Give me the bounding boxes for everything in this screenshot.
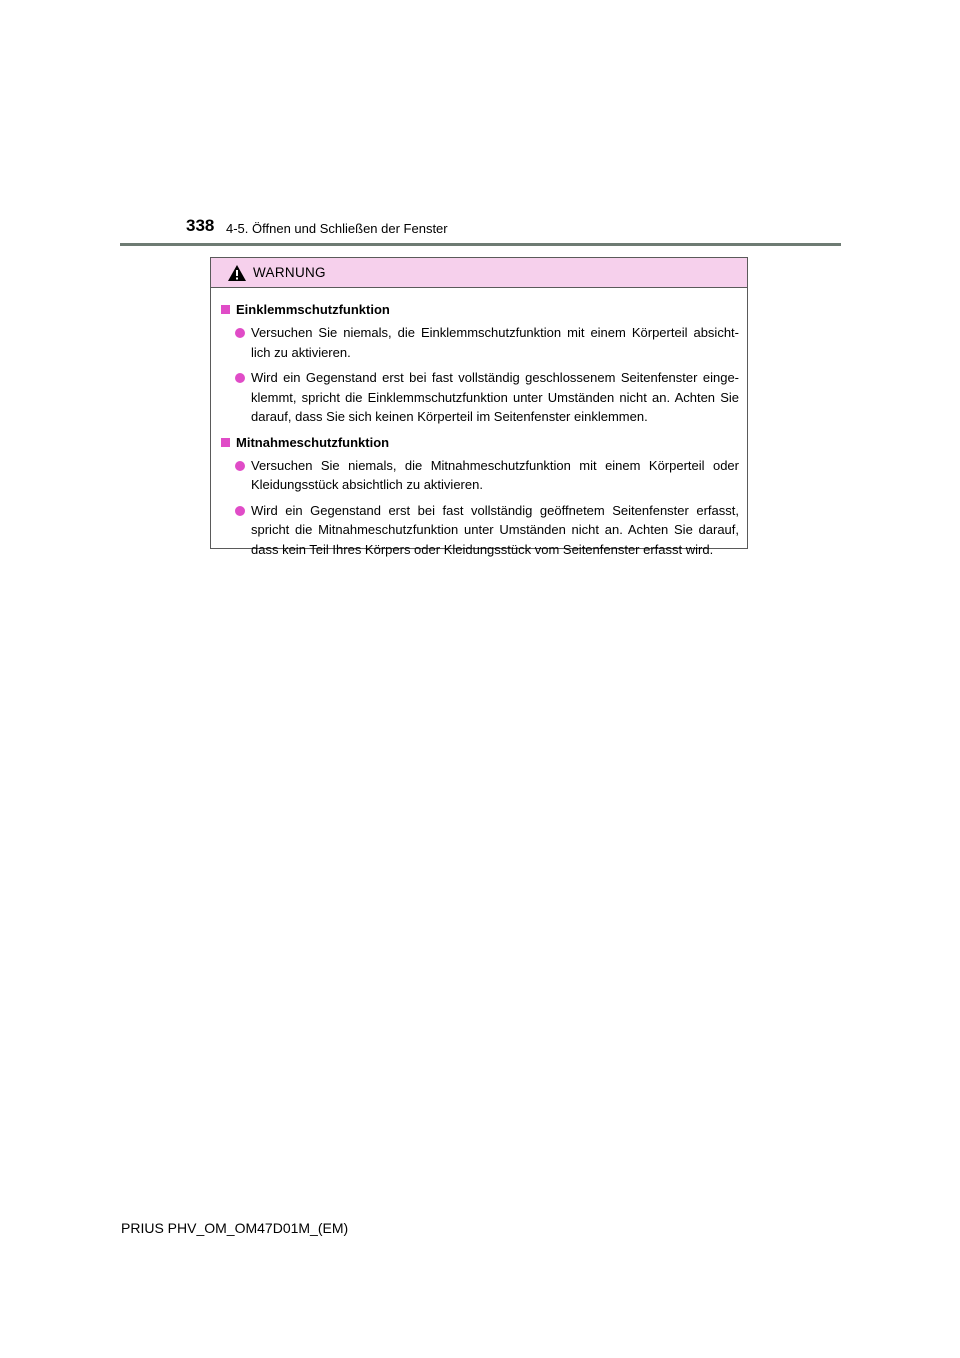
square-bullet-icon (221, 438, 230, 447)
warning-header (211, 258, 747, 288)
bullet-item (221, 501, 739, 560)
warning-body (211, 288, 747, 559)
group-heading (221, 433, 739, 452)
circle-bullet-icon (235, 373, 245, 383)
warning-triangle-icon (227, 264, 247, 282)
bullet-item (221, 368, 739, 427)
footer-doc-id: PRIUS PHV_OM_OM47D01M_(EM) (121, 1220, 349, 1236)
warning-group-mitnahmeschutz (221, 433, 739, 560)
header-rule (120, 243, 841, 246)
warning-box (210, 257, 748, 557)
bullet-text: Versuchen Sie niemals, die Einklemmschutzfunktion mit einem Körperteil absicht-lich zu aktivieren. (251, 325, 739, 360)
group-heading-text: Einklemmschutzfunktion (236, 302, 390, 317)
circle-bullet-icon (235, 328, 245, 338)
bullet-text: Wird ein Gegenstand erst bei fast vollständig geöffnetem Seitenfenster erfasst, spricht die Mitnahmeschutzfunktion unter Umständen nicht an. Achten Sie darauf, dass kein Teil Ihres Körpers oder Kleidungsstück vom Seitenfenster erfasst wird. (251, 502, 739, 557)
warning-title: WARNUNG (253, 265, 326, 280)
section-title: 4-5. Öffnen und Schließen der Fenster (226, 221, 448, 236)
bullet-item (221, 456, 739, 495)
bullet-text: Versuchen Sie niemals, die Mitnahmeschutzfunktion mit einem Körperteil oder Kleidungsstück absichtlich zu aktivieren. (251, 457, 739, 492)
group-heading-text: Mitnahmeschutzfunktion (236, 434, 390, 450)
group-heading (221, 300, 739, 319)
square-bullet-icon (221, 305, 230, 314)
bullet-item (221, 323, 739, 362)
bullet-text: Wird ein Gegenstand erst bei fast vollständig geschlossenem Seitenfenster einge-klemmt, spricht die Einklemmschutzfunktion unter Umständen nicht an. Achten Sie darauf, dass Sie sich keinen Körperteil im Seitenfenster einklemmen. (251, 370, 739, 424)
circle-bullet-icon (235, 506, 245, 516)
circle-bullet-icon (235, 461, 245, 471)
warning-group-einklemmschutz (221, 300, 739, 427)
page-number: 338 (186, 216, 215, 235)
